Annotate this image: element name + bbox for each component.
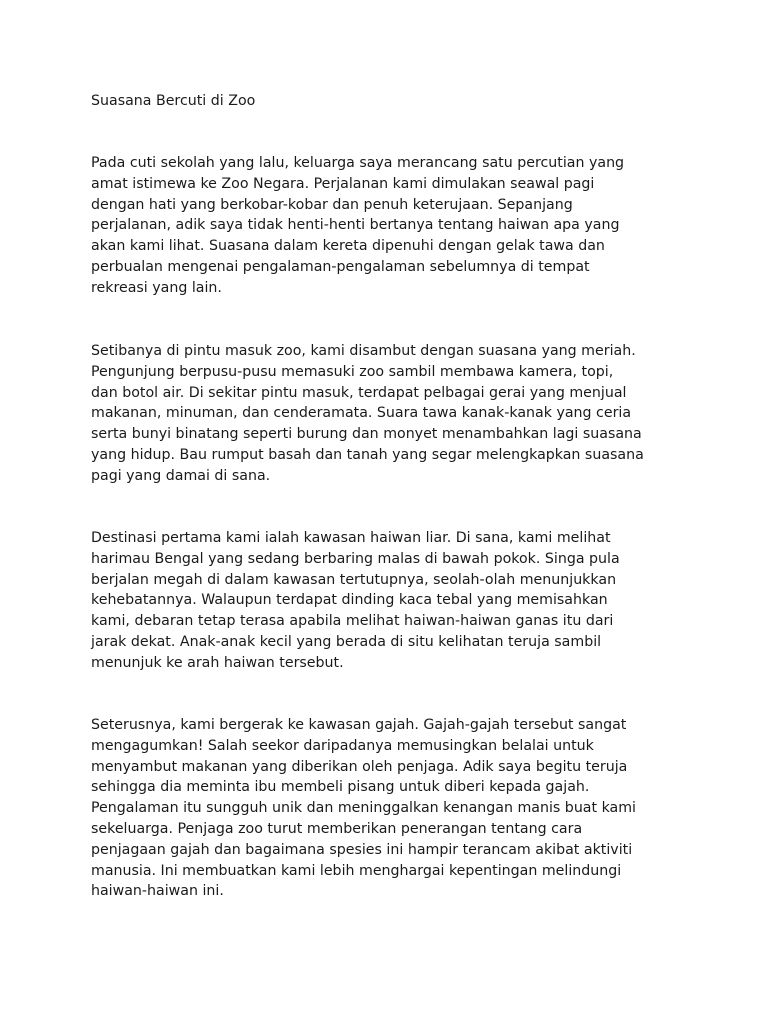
- paragraph-line: Seterusnya, kami bergerak ke kawasan gajah. Gajah-gajah tersebut sangat: [91, 717, 627, 733]
- paragraph-line: manusia. Ini membuatkan kami lebih menghargai kepentingan melindungi: [91, 862, 622, 879]
- document-page: [91, 91, 691, 900]
- paragraph-line: dengan hati yang berkobar-kobar dan penuh keterujaan. Sepanjang: [91, 196, 573, 213]
- paragraph-line: mengagumkan! Salah seekor daripadanya memusingkan belalai untuk: [91, 737, 594, 754]
- paragraph-line: kami, debaran tetap terasa apabila melihat haiwan-haiwan ganas itu dari: [91, 613, 614, 630]
- paragraph-line: menunjuk ke arah haiwan tersebut.: [91, 654, 344, 671]
- paragraph-line: yang hidup. Bau rumput basah dan tanah yang segar melengkapkan suasana: [91, 446, 644, 463]
- paragraph-line: Pengalaman itu sungguh unik dan meninggalkan kenangan manis buat kami: [91, 800, 636, 817]
- paragraph-line: Destinasi pertama kami ialah kawasan haiwan liar. Di sana, kami melihat: [91, 530, 611, 546]
- paragraph-line: berjalan megah di dalam kawasan tertutupnya, seolah-olah menunjukkan: [91, 571, 617, 588]
- paragraph-line: Pada cuti sekolah yang lalu, keluarga saya merancang satu percutian yang: [91, 155, 625, 171]
- paragraph-line: Setibanya di pintu masuk zoo, kami disambut dengan suasana yang meriah.: [91, 343, 636, 359]
- paragraph-line: menyambut makanan yang diberikan oleh penjaga. Adik saya begitu teruja: [91, 758, 628, 775]
- paragraph-line: perbualan mengenai pengalaman-pengalaman sebelumnya di tempat: [91, 258, 590, 275]
- paragraph-line: kehebatannya. Walaupun terdapat dinding kaca tebal yang memisahkan: [91, 592, 608, 609]
- paragraph-3: [91, 528, 620, 674]
- paragraph-4: [91, 715, 636, 902]
- paragraph-line: amat istimewa ke Zoo Negara. Perjalanan kami dimulakan seawal pagi: [91, 175, 595, 192]
- paragraph-line: Pengunjung berpusu-pusu memasuki zoo sambil membawa kamera, topi,: [91, 363, 614, 380]
- paragraph-2: [91, 341, 644, 487]
- paragraph-line: pagi yang damai di sana.: [91, 467, 271, 484]
- paragraph-line: sehingga dia meminta ibu membeli pisang untuk diberi kepada gajah.: [91, 779, 590, 796]
- paragraph-line: penjagaan gajah dan bagaimana spesies ini hampir terancam akibat aktiviti: [91, 841, 633, 858]
- paragraph-line: makanan, minuman, dan cenderamata. Suara tawa kanak-kanak yang ceria: [91, 405, 632, 422]
- paragraph-line: dan botol air. Di sekitar pintu masuk, terdapat pelbagai gerai yang menjual: [91, 384, 627, 401]
- paragraph-line: jarak dekat. Anak-anak kecil yang berada di situ kelihatan teruja sambil: [91, 633, 602, 650]
- paragraph-line: haiwan-haiwan ini.: [91, 883, 224, 900]
- paragraph-line: sekeluarga. Penjaga zoo turut memberikan penerangan tentang cara: [91, 820, 583, 837]
- document-title: Suasana Bercuti di Zoo: [91, 93, 256, 109]
- paragraph-line: serta bunyi binatang seperti burung dan monyet menambahkan lagi suasana: [91, 426, 642, 443]
- paragraph-line: perjalanan, adik saya tidak henti-henti bertanya tentang haiwan apa yang: [91, 217, 620, 234]
- paragraph-1: [91, 153, 624, 299]
- paragraph-line: akan kami lihat. Suasana dalam kereta dipenuhi dengan gelak tawa dan: [91, 238, 605, 255]
- paragraph-line: harimau Bengal yang sedang berbaring malas di bawah pokok. Singa pula: [91, 550, 620, 567]
- paragraph-line: rekreasi yang lain.: [91, 279, 222, 296]
